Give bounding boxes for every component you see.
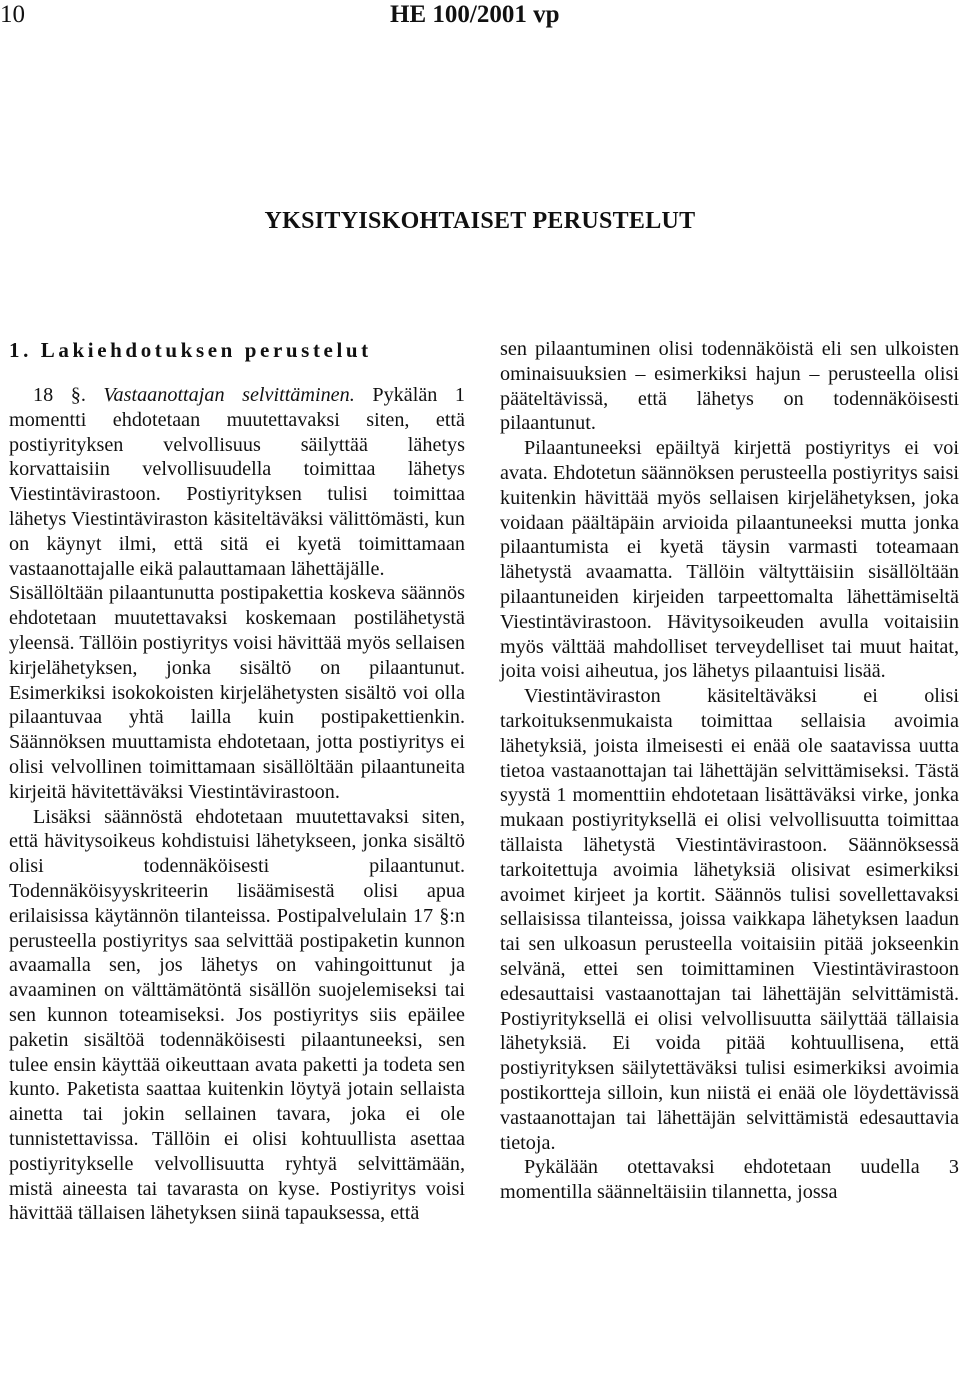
section-title: Vastaanottajan selvittäminen. [103,384,355,406]
document-title: YKSITYISKOHTAISET PERUSTELUT [264,208,696,234]
section-heading: 1. Lakiehdotuksen perustelut [9,338,372,362]
section-number: 18 §. [33,384,86,406]
paragraph: Lisäksi säännöstä ehdotetaan muutettavaksi siten, että hävitysoikeus kohdistuisi lähetykseen, jonka sisältö olisi todennäköisesti pilaantunut. Todennäköisyyskriteerin lisäämisestä olisi apua erilaisissa käytännön tilanteissa. Postipalvelulain 17 §:n perusteella postiyritys saa selvittää postipaketin kunnon avaamalla sen, jos lähetys on vahingoittunut ja avaaminen on välttämätöntä sisällön suojelemiseksi tai sen kunnon toteamiseksi. Jos postiyritys siis epäilee paketin sisältöä todennäköisesti pilaantuneeksi, sen tulee ensin käyttää oikeuttaan avata paketti ja todeta sen kunto. Paketista saattaa kuitenkin löytyä jotain sellaista ainetta tai jokin sellainen tavara, joka ei ole tunnistettavissa. Tällöin ei olisi kohtuullista asettaa postiyritykselle velvollisuutta ryhtyä selvittämään, mistä aineesta tai tavarasta on kyse. Postiyritys voisi hävittää tällaisen lähetyksen siinä tapauksessa, että [9,805,465,1225]
paragraph: Viestintäviraston käsiteltäväksi ei olisi tarkoituksenmukaista toimittaa sellaisia avoimia lähetyksiä, joista ilmeisesti ei enää ole saatavissa uutta tietoa vastaanottajan tai lähettäjän selvittämiseksi. Tästä syystä 1 momenttiin ehdotetaan lisättäväksi virke, jonka mukaan postiyrityksellä ei olisi velvollisuutta toimittaa tällaista lähetystä Viestintävirastoon. Säännöksessä tarkoitettuja avoimia lähetyksiä olisivat esimerkiksi avoimet kirjeet ja kortit. Säännös tulisi sovellettavaksi sellaisissa tilanteissa, joissa vaikkapa lähetyksen laadun tai sen ulkoasun perusteella voitaisiin pitää jokseenkin selvänä, ettei sen toimittaminen Viestintävirastoon edesauttaisi vastaanottajan tai lähettäjän selvittämistä. Postiyrityksellä ei olisi velvollisuutta säilyttää tällaisia lähetyksiä. Ei voida pitää kohtuullisena, että postiyrityksen säilytettäväksi tulisi esimerkiksi avoimia postikortteja silloin, kun niistä ei enää ole löydettävissä vastaanottajan tai lähettäjän selvittämistä edesauttavia tietoja. [500,685,959,1154]
right-column [500,337,959,1394]
paragraph: Pilaantuneeksi epäiltyä kirjettä postiyritys ei voi avata. Ehdotetun säännöksen perusteella postiyritys saisi kuitenkin hävittää myös sellaisen kirjelähetyksen, joka voidaan päältäpäin arvioida pilaantuneeksi mutta jonka pilaantumista ei kyetä täysin varmasti toteamaan lähetystä avaamatta. Tällöin vältyttäisiin sisällöltään pilaantuneiden kirjeiden tarpeettomalta lähettämiseltä Viestintävirastoon. Hävitysoikeuden avulla voitaisiin myös välttää mahdolliset terveydelliset tai muut haitat, joita voisi aiheutua, jos lähetys pilaantuisi lisää. [500,437,959,683]
paragraph-text: Pykälän 1 momentti ehdotetaan muutettavaksi siten, että postiyrityksen velvollisuus säilyttää lähetys korvattaisiin velvollisuudella toimittaa lähetys Viestintävirastoon. Postiyrityksen tulisi toimittaa lähetys Viestintäviraston käsiteltäväksi välittömästi, kun on käynyt ilmi, että sitä ei kyetä toimittamaan vastaanottajalle eikä palauttamaan lähettäjälle. [9,384,466,580]
paragraph: Pykälään otettavaksi ehdotetaan uudella 3 momentilla säänneltäisiin tilannetta, jossa [500,1156,959,1204]
page-number: 10 [0,1,25,28]
left-column [9,383,465,1394]
paragraph: Sisällöltään pilaantunutta postipakettia koskeva säännös ehdotetaan muutettavaksi koskemaan postilähetystä yleensä. Tällöin postiyritys voisi hävittää myös sellaisen kirjelähetyksen, jonka sisältö on pilaantunut. Esimerkiksi isokokoisten kirjelähetysten sisältö voi olla pilaantuvaa yhtä lailla kuin postipakettienkin. Säännöksen muuttamista ehdotetaan, jotta postiyritys ei olisi velvollinen toimittamaan sisällöltään pilaantuneita kirjeitä hävitettäväksi Viestintävirastoon. [9,582,465,803]
document-id: HE 100/2001 vp [390,1,560,28]
paragraph-section-18 [9,383,465,581]
paragraph: sen pilaantuminen olisi todennäköistä eli sen ulkoisten ominaisuuksien – esimerkiksi hajun – perusteella olisi pääteltävissä, että lähetys on todennäköisesti pilaantunut. [500,338,959,435]
